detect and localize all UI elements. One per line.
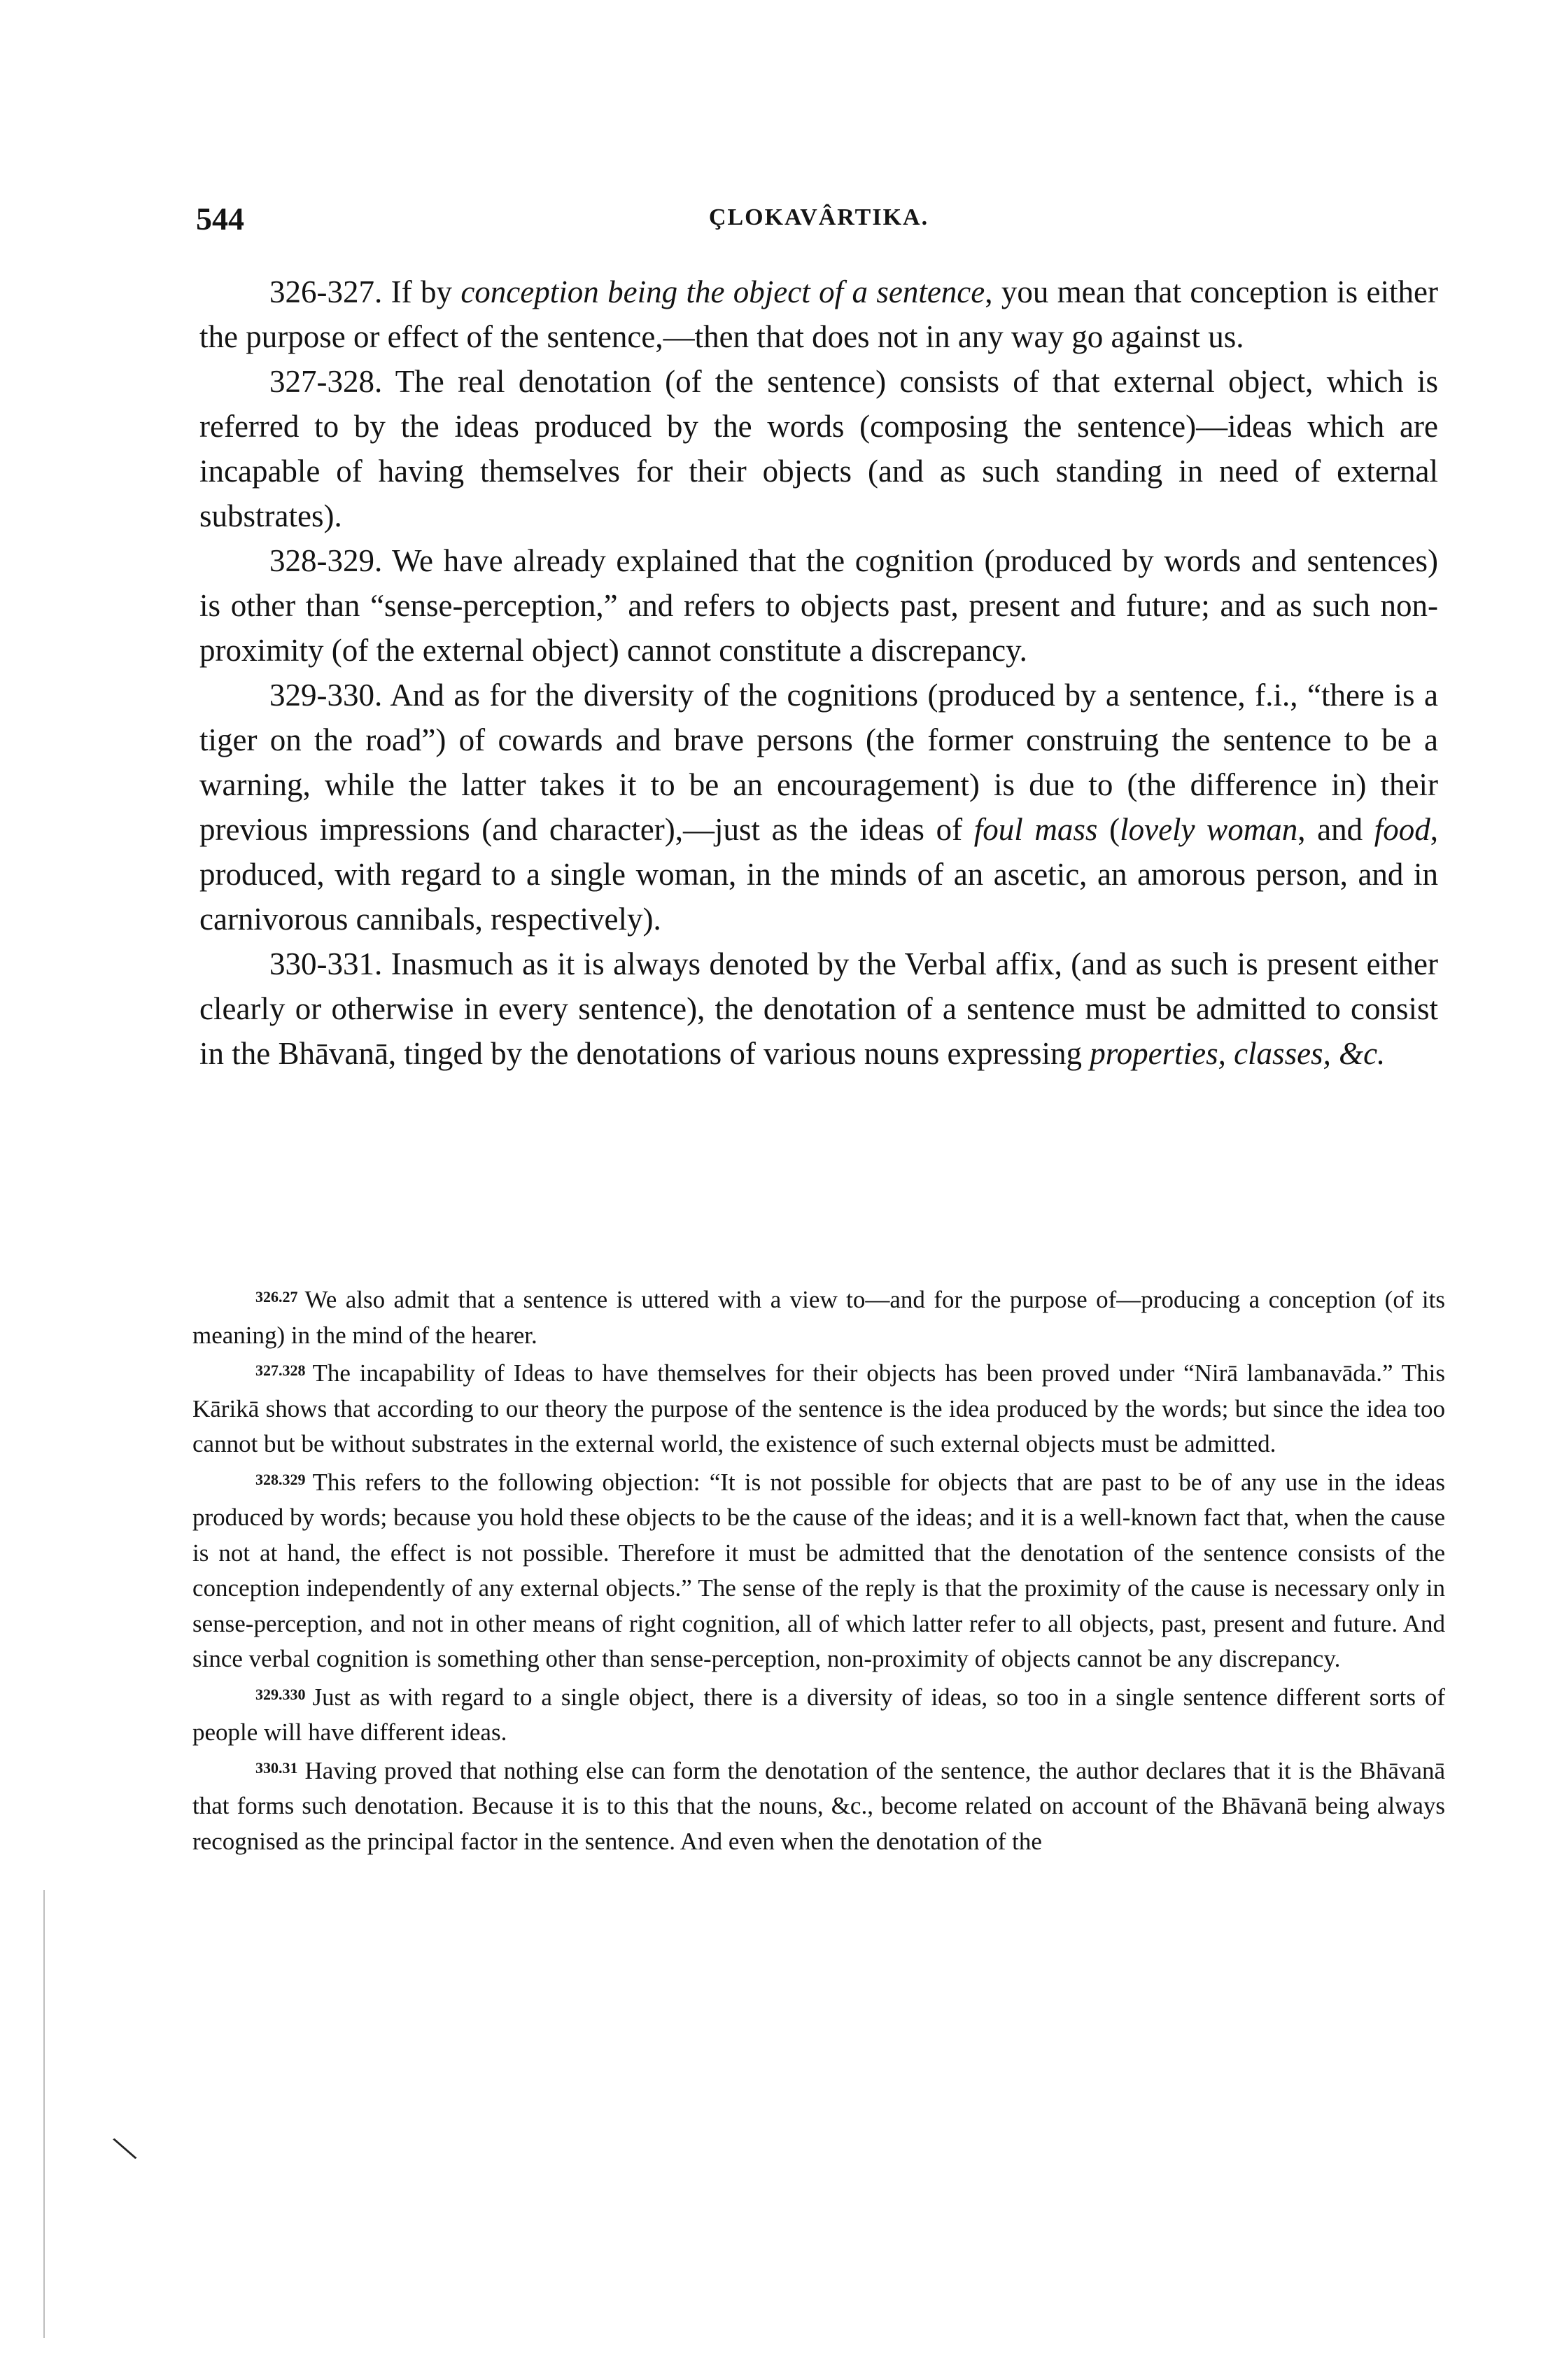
- footnote-number: 328.329: [255, 1470, 306, 1488]
- verse-number: 328-329.: [269, 543, 383, 578]
- verse-number: 329-330.: [269, 678, 383, 713]
- footnote-number: 326.27: [255, 1288, 298, 1306]
- main-text: [199, 270, 1438, 1076]
- paragraph-328-329: 328-329. We have already explained that the cognition (produced by words and sentences) is other than “sense-perception,” and refers to objects past, present and future; and as such non-proximity (of the external object) cannot constitute a discrepancy.: [199, 543, 1438, 668]
- verse-number: 327-328.: [269, 364, 383, 399]
- verse-number: 330-331.: [269, 946, 383, 981]
- scan-edge-line: [43, 1890, 45, 2338]
- paragraph-329-330: 329-330. And as for the diversity of the cognitions (produced by a sentence, f.i., “there is a tiger on the road”) of cowards and brave persons (the former construing the sentence to be a warning, while the latter takes it to be an encouragement) is due to (the difference in) their previous impressions (and character),—just as the ideas of foul mass (lovely woman, and food, produced, with regard to a single woman, in the minds of an ascetic, an amorous person, and in carnivorous cannibals, respectively).: [199, 678, 1439, 937]
- page-header: [196, 200, 1442, 242]
- footnote-327-328: $^{327.328}$ The incapability of Ideas to have themselves for their objects has been proved under “Nirā lambanavāda.” This Kārikā shows that according to our theory the purpose of the sentence is the idea produced by the words; but since the idea too cannot but be without substrates in the external world, the existence of such external objects must be admitted.: [192, 1359, 1445, 1457]
- footnotes: [192, 1280, 1445, 1859]
- paragraph-326-327: 326-327. If by conception being the object of a sentence, you mean that conception is either the purpose or effect of the sentence,—then that does not in any way go against us.: [199, 274, 1438, 354]
- footnote-329-330: $^{329.330}$ Just as with regard to a single object, there is a diversity of ideas, so too in a single sentence different sorts of people will have different ideas.: [192, 1683, 1445, 1746]
- footnote-number: 330.31: [255, 1758, 298, 1777]
- paragraph-330-331: 330-331. Inasmuch as it is always denoted by the Verbal affix, (and as such is present either clearly or otherwise in every sentence), the denotation of a sentence must be admitted to consist in the Bhāvanā, tinged by the denotations of various nouns expressing properties, classes, &c.: [199, 946, 1438, 1071]
- margin-pencil-mark: \: [108, 2125, 141, 2171]
- footnote-326-27: $^{326.27}$ We also admit that a sentence is uttered with a view to—and for the purpose of—producing a conception (of its meaning) in the mind of the hearer.: [192, 1286, 1445, 1349]
- footnote-328-329: $^{328.329}$ This refers to the following objection: “It is not possible for objects that are past to be of any use in the ideas produced by words; because you hold these objects to be the cause of the ideas; and it is a well-known fact that, when the cause is not at hand, the effect is not possible. Therefore it must be admitted that the denotation of the sentence consists of the conception independently of any external objects.” The sense of the reply is that the proximity of the cause is necessary only in sense-perception, and not in other means of right cognition, all of which latter refer to all objects, past, present and future. And since verbal cognition is something other than sense-perception, non-proximity of objects cannot be any discrepancy.: [192, 1468, 1445, 1672]
- page-number: 544: [196, 201, 244, 237]
- running-title: ÇLOKAVÂRTIKA.: [708, 204, 929, 230]
- footnote-number: 329.330: [255, 1685, 306, 1703]
- footnote-330-31: $^{330.31}$ Having proved that nothing else can form the denotation of the sentence, the author declares that it is the Bhāvanā that forms such denotation. Because it is to this that the nouns, &c., become related on account of the Bhāvanā being always recognised as the principal factor in the sentence. And even when the denotation of the: [192, 1756, 1445, 1855]
- verse-number: 326-327.: [269, 274, 383, 309]
- footnote-number: 327.328: [255, 1362, 306, 1379]
- paragraph-327-328: 327-328. The real denotation (of the sentence) consists of that external object, which is referred to by the ideas produced by the words (composing the sentence)—ideas which are incapable of having themselves for their objects (and as such standing in need of external substrates).: [199, 364, 1439, 533]
